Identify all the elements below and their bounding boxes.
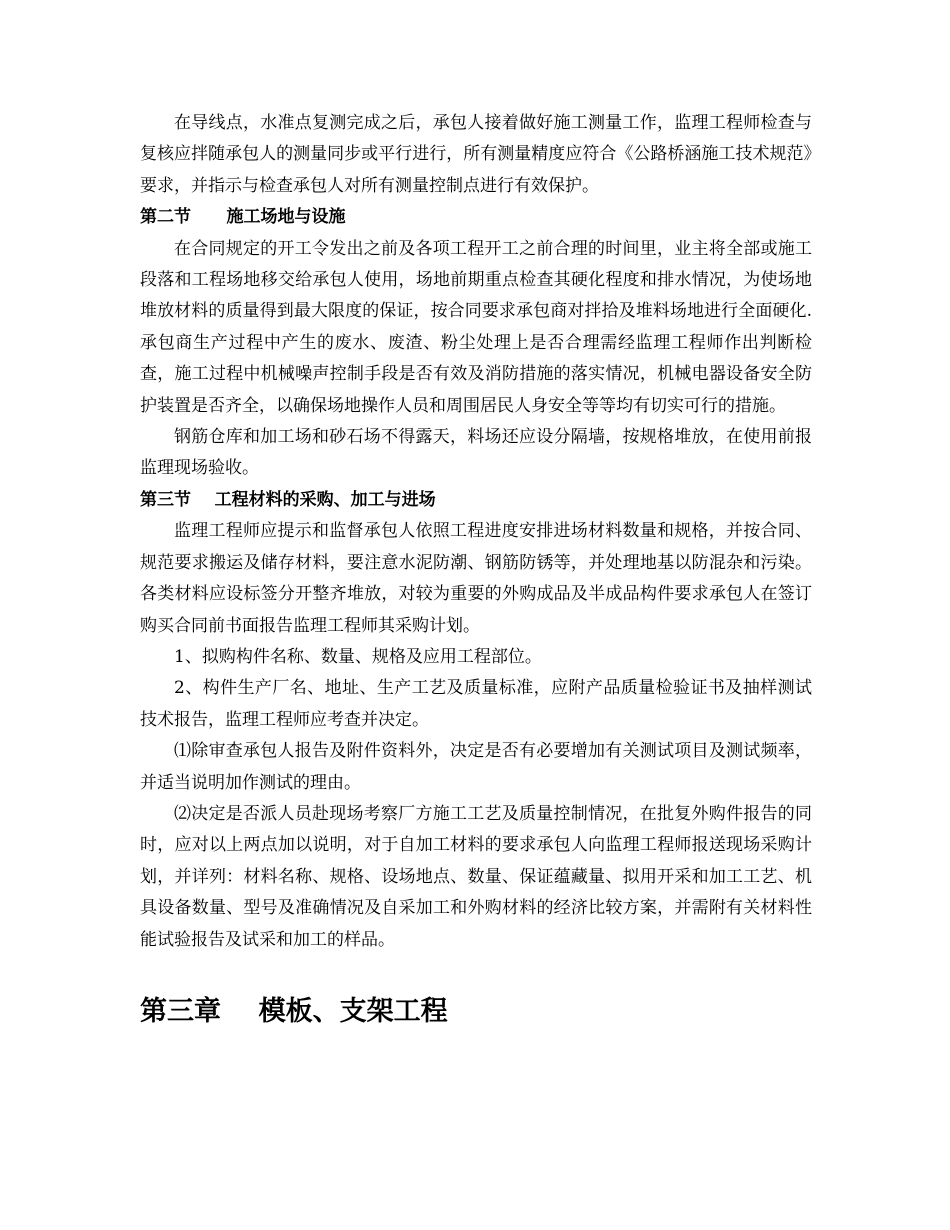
sub-item-2: ⑵决定是否派人员赴现场考察厂方施工工艺及质量控制情况，在批复外购件报告的同时，应对以上两点加以说明，对于自加工材料的要求承包人向监理工程师报送现场采购计划，并详列：材料名称、规格、设场地点、数量、保证蕴藏量、拟用开采和加工工艺、机具设备数量、型号及准确情况及自采加工和外购材料的经济比较方案，并需附有关材料性能试验报告及试采和加工的样品。: [140, 803, 812, 950]
sub-item-1: ⑴除审查承包人报告及附件资料外，决定是否有必要增加有关测试项目及测试频率，并适当说明加作测试的理由。: [140, 741, 812, 793]
paragraph-material-supervision: 监理工程师应提示和监督承包人依照工程进度安排进场材料数量和规格，并按合同、规范要求搬运及储存材料，要注意水泥防潮、钢筋防锈等，并处理地基以防混杂和污染。各类材料应设标签分开整齐堆放，对较为重要的外购成品及半成品构件要求承包人在签订购买合同前书面报告监理工程师其采购计划。: [140, 521, 812, 636]
list-item-1: 1、拟购构件名称、数量、规格及应用工程部位。: [174, 646, 542, 667]
paragraph-rebar-storage: 钢筋仓库和加工场和砂石场不得露天，料场还应设分隔墙，按规格堆放，在使用前报监理现场验收。: [140, 427, 812, 479]
document-page: [140, 108, 812, 1032]
section-heading-materials: 第三节 工程材料的采购、加工与进场: [140, 489, 436, 510]
section-heading-site-facilities: 第二节 施工场地与设施: [140, 207, 346, 228]
paragraph-site-handover: 在合同规定的开工令发出之前及各项工程开工之前合理的时间里，业主将全部或施工段落和工程场地移交给承包人使用，场地前期重点检查其硬化程度和排水情况，为使场地堆放材料的质量得到最大限度的保证，按合同要求承包商对拌拾及堆料场地进行全面硬化.承包商生产过程中产生的废水、废渣、粉尘处理上是否合理需经监理工程师作出判断检查，施工过程中机械噪声控制手段是否有效及消防措施的落实情况，机械电器设备安全防护装置是否齐全，以确保场地操作人员和周围居民人身安全等等均有切实可行的措施。: [140, 238, 812, 416]
paragraph-survey-work: 在导线点，水准点复测完成之后，承包人接着做好施工测量工作，监理工程师检查与复核应拌随承包人的测量同步或平行进行，所有测量精度应符合《公路桥涵施工技术规范》要求，并指示与检查承包人对所有测量控制点进行有效保护。: [140, 113, 812, 196]
list-item-2: 2、构件生产厂名、地址、生产工艺及质量标准，应附产品质量检验证书及抽样测试技术报告，监理工程师应考查并决定。: [140, 678, 812, 730]
chapter-heading-formwork: 第三章 模板、支架工程: [140, 995, 448, 1027]
